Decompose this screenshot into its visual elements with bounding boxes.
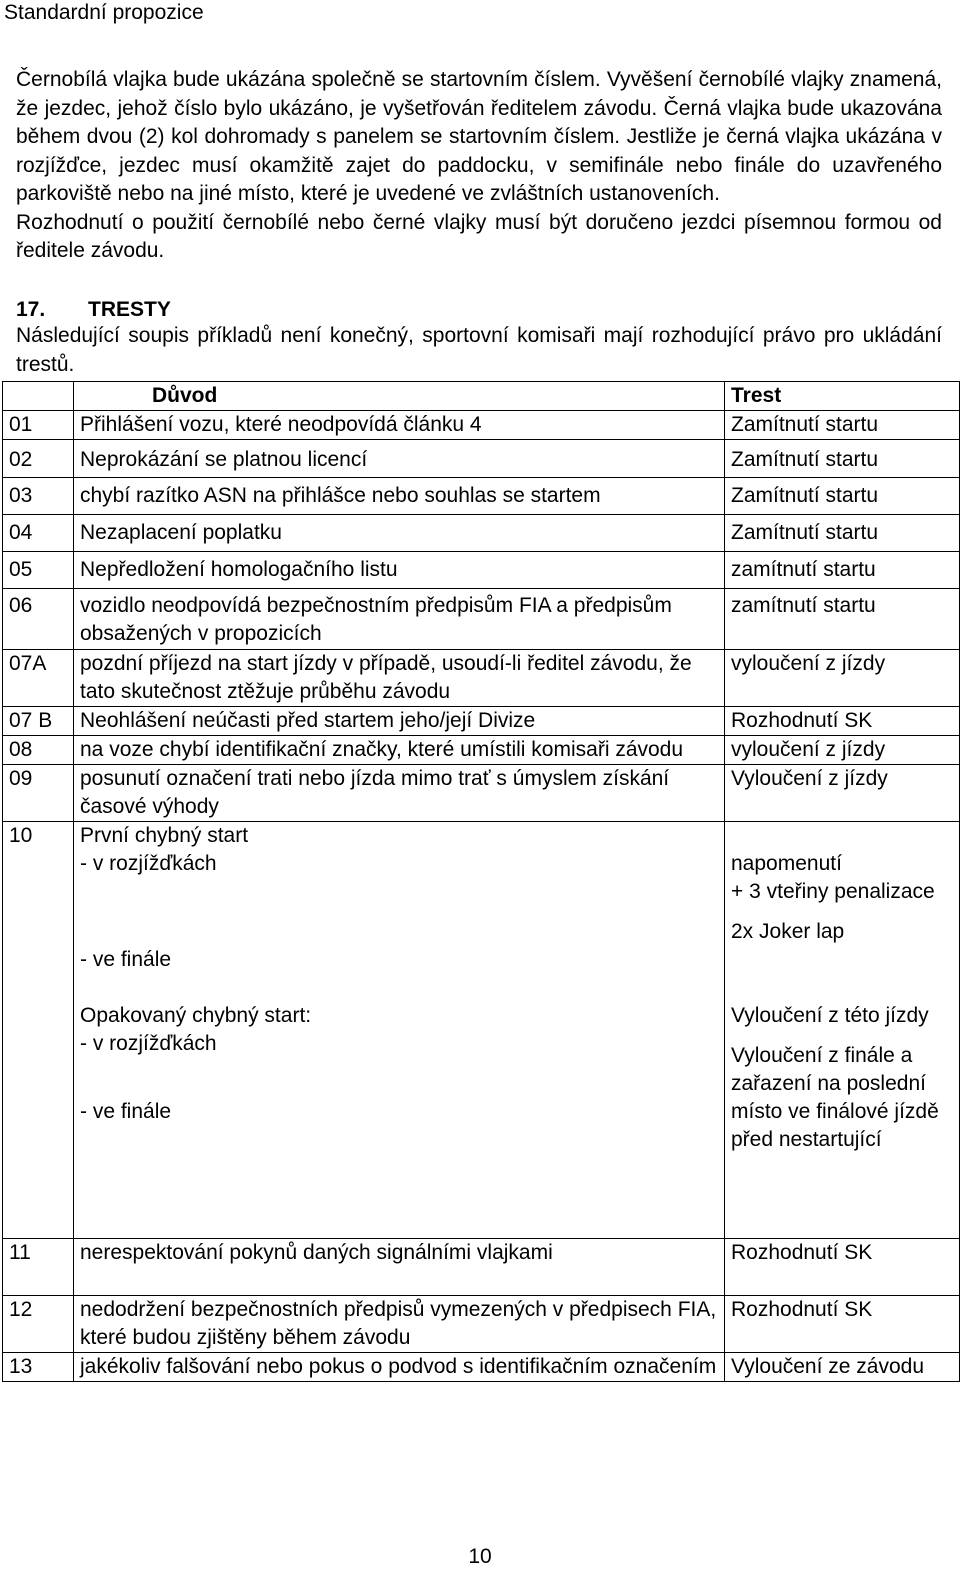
row-reason: vozidlo neodpovídá bezpečnostním předpisům FIA a předpisům obsažených v propozicích [74,589,725,650]
row-reason: Přihlášení vozu, které neodpovídá článku 4 [74,411,725,440]
row-id: 09 [3,765,74,822]
row-id: 13 [3,1353,74,1382]
penalties-table [2,381,960,1382]
row-penalty: Rozhodnutí SK [725,1239,960,1296]
repeat-heat-penalty: Vyloučení z této jízdy [731,1004,929,1027]
row-penalty: Vyloučení ze závodu [725,1353,960,1382]
spacer [731,906,953,918]
table-row [3,552,960,589]
intro-paragraph: Černobílá vlajka bude ukázána společně se startovním číslem. Vyvěšení černobílé vlajky znamená, že jezdec, jehož číslo bylo ukázáno, je vyšetřován ředitelem závodu. Černá vlajka bude ukazována během dvou (2) kol dohromady s panelem se startovním číslem. Jestliže je černá vlajka ukázána v rozjížďce, jezdec musí okamžitě zajet do paddocku, v semifinále nebo finále do uzavřeného parkoviště nebo na jiné místo, které je uvedené ve zvláštních ustanoveních. [16,68,942,205]
spacer [731,946,953,1002]
spacer [731,1030,953,1042]
heat-penalty-warning: napomenutí [731,852,842,875]
table-row [3,707,960,736]
row-penalty [725,822,960,1239]
table-header-row [3,382,960,411]
table-row [3,411,960,440]
table-row-false-start [3,822,960,1239]
spacer [80,878,718,946]
row-id: 06 [3,589,74,650]
spacer [80,1058,718,1098]
header-reason: Důvod [74,382,725,411]
row-id: 07 B [3,707,74,736]
document-header-title: Standardní propozice [4,1,204,24]
row-reason: Nezaplacení poplatku [74,515,725,552]
spacer [80,1126,718,1238]
row-id: 03 [3,478,74,515]
row-penalty: vyloučení z jízdy [725,736,960,765]
row-reason: Neprokázání se platnou licencí [74,440,725,478]
table-row [3,1353,960,1382]
row-id: 07A [3,650,74,707]
false-start-heat-label: - v rozjížďkách [80,852,217,875]
table-row [3,589,960,650]
section-lead-text: Následující soupis příkladů není konečný, sportovní komisaři mají rozhodující právo pro ukládání trestů. [16,324,942,376]
row-reason: nedodržení bezpečnostních předpisů vymezených v předpisech FIA, které budou zjištěny během závodu [74,1296,725,1353]
table-row [3,440,960,478]
false-start-final-label: - ve finále [80,948,172,971]
spacer [731,822,953,850]
row-id: 02 [3,440,74,478]
row-id: 04 [3,515,74,552]
row-id: 12 [3,1296,74,1353]
intro-paragraph: Rozhodnutí o použití černobílé nebo černé vlajky musí být doručeno jezdci písemnou formou od ředitele závodu. [16,210,942,262]
row-reason: Neohlášení neúčasti před startem jeho/její Divize [74,707,725,736]
repeat-final-label: - ve finále [80,1100,172,1123]
row-reason: nerespektování pokynů daných signálními vlajkami [74,1239,725,1296]
row-penalty: Zamítnutí startu [725,411,960,440]
row-id: 10 [3,822,74,1239]
row-id: 01 [3,411,74,440]
repeat-false-start-title: Opakovaný chybný start: [80,1004,312,1027]
row-reason: jakékoliv falšování nebo pokus o podvod s identifikačním označením [74,1353,725,1382]
row-penalty: zamítnutí startu [725,552,960,589]
row-penalty: zamítnutí startu [725,589,960,650]
table-row [3,736,960,765]
table-row [3,478,960,515]
row-penalty: Rozhodnutí SK [725,707,960,736]
row-penalty: vyloučení z jízdy [725,650,960,707]
intro-section [16,66,942,266]
row-penalty: Zamítnutí startu [725,440,960,478]
table-row [3,1239,960,1296]
final-penalty: 2x Joker lap [731,920,845,943]
table-row [3,650,960,707]
row-id: 05 [3,552,74,589]
table-row [3,765,960,822]
row-reason: na voze chybí identifikační značky, které umístili komisaři závodu [74,736,725,765]
table-row [3,515,960,552]
spacer [80,974,718,1002]
row-id: 11 [3,1239,74,1296]
false-start-title: První chybný start [80,824,249,847]
repeat-final-penalty: Vyloučení z finále a zařazení na poslední místo ve finálové jízdě před nestartující [731,1044,939,1151]
repeat-heat-label: - v rozjížďkách [80,1032,217,1055]
row-id: 08 [3,736,74,765]
row-reason: chybí razítko ASN na přihlášce nebo souhlas se startem [74,478,725,515]
table-row [3,1296,960,1353]
header-id-cell [3,382,74,411]
section-number: 17. [16,298,46,321]
row-penalty: Vyloučení z jízdy [725,765,960,822]
row-penalty: Rozhodnutí SK [725,1296,960,1353]
section-title: TRESTY [88,298,171,321]
row-penalty: Zamítnutí startu [725,515,960,552]
row-reason: Nepředložení homologačního listu [74,552,725,589]
row-reason [74,822,725,1239]
page-number: 10 [468,1545,492,1568]
section-heading [16,296,171,324]
row-penalty: Zamítnutí startu [725,478,960,515]
heat-penalty-time: + 3 vteřiny penalizace [731,880,935,903]
row-reason: posunutí označení trati nebo jízda mimo trať s úmyslem získání časové výhody [74,765,725,822]
header-penalty: Trest [725,382,960,411]
row-reason: pozdní příjezd na start jízdy v případě, usoudí-li ředitel závodu, že tato skutečnost ztěžuje průběhu závodu [74,650,725,707]
